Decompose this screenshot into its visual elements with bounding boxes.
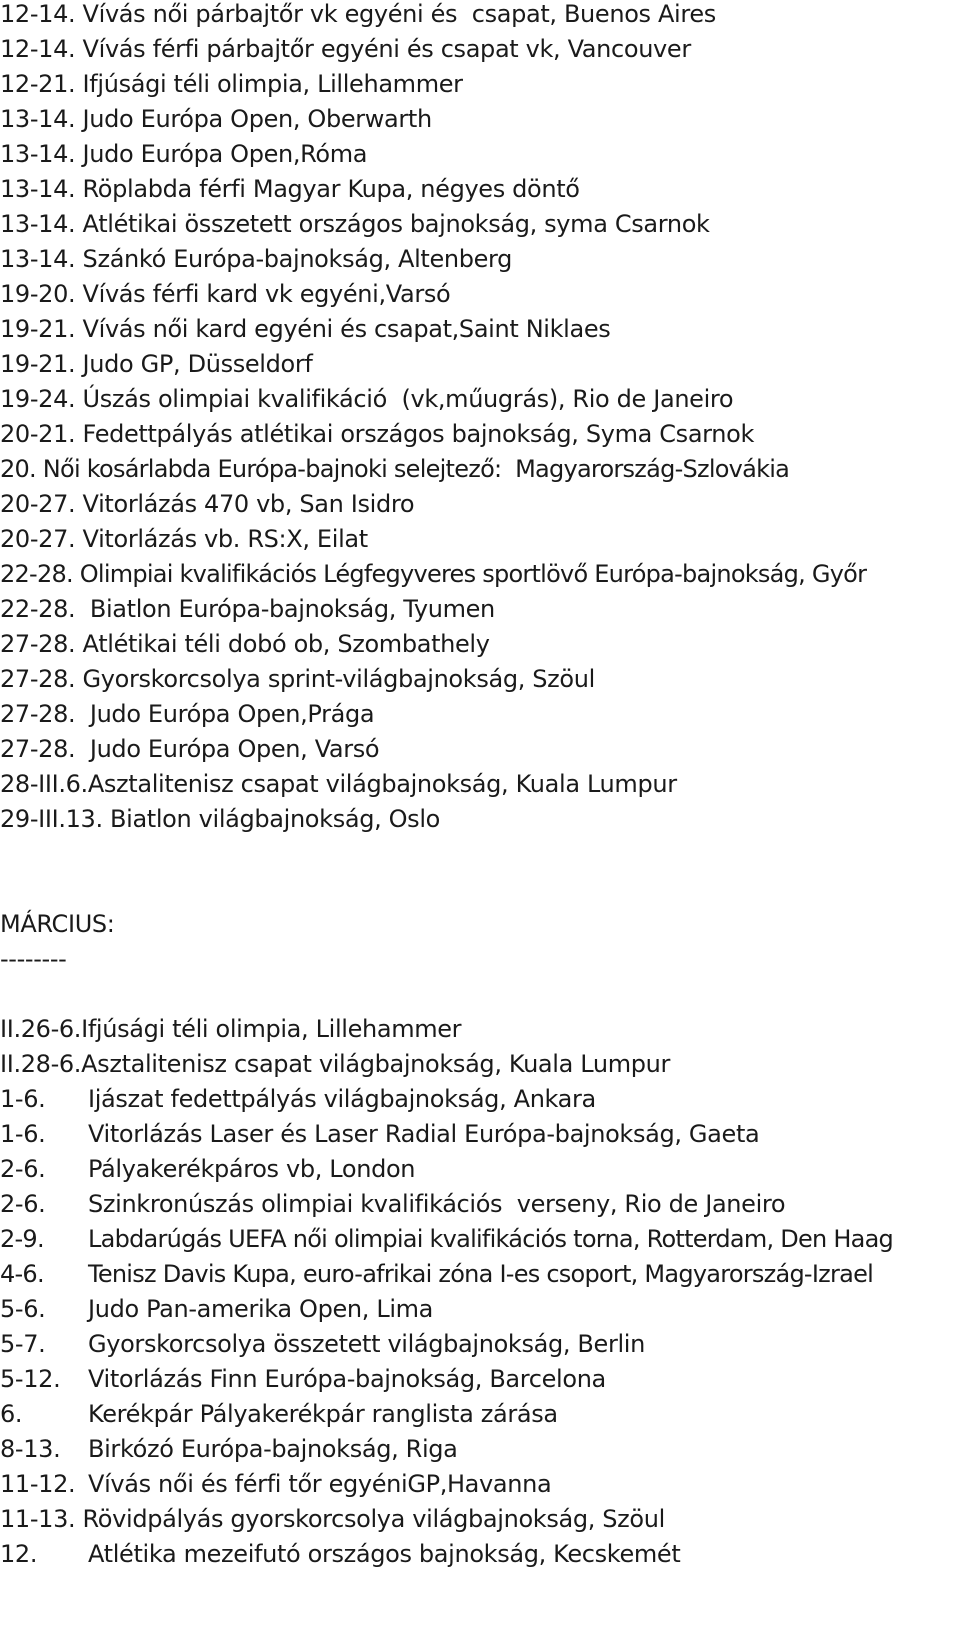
list-item xyxy=(0,661,595,698)
event-date: 27-28. xyxy=(0,630,76,658)
list-item xyxy=(0,1326,645,1363)
event-text: Biatlon Európa-bajnokság, Tyumen xyxy=(75,595,495,623)
event-text: Vitorlázás vb. RS:X, Eilat xyxy=(75,525,368,553)
list-item xyxy=(0,1501,665,1538)
list-item xyxy=(0,241,512,278)
list-item xyxy=(0,346,312,383)
event-text: Vitorlázás Finn Európa-bajnokság, Barcelona xyxy=(88,1365,606,1393)
section-separator: -------- xyxy=(0,945,67,973)
event-date: 22-28. xyxy=(0,595,76,623)
event-text: Vitorlázás Laser és Laser Radial Európa-bajnokság, Gaeta xyxy=(88,1120,760,1148)
event-date: 11-13. xyxy=(0,1505,76,1533)
list-item xyxy=(0,1116,759,1153)
event-text: Rövidpályás gyorskorcsolya világbajnokság, Szöul xyxy=(75,1505,665,1533)
event-date: 12. xyxy=(0,1540,38,1568)
list-item xyxy=(0,206,710,243)
event-date: 8-13. xyxy=(0,1435,61,1463)
event-text: Vívás női és férfi tőr egyéniGP,Havanna xyxy=(88,1470,552,1498)
event-date: 20. xyxy=(0,455,36,483)
event-text: Biatlon világbajnokság, Oslo xyxy=(102,805,440,833)
list-item xyxy=(0,1291,433,1328)
event-text: Olimpiai kvalifikációs Légfegyveres sportlövő Európa-bajnokság, Győr xyxy=(72,560,867,588)
list-item xyxy=(0,1011,461,1048)
list-item xyxy=(0,1221,893,1258)
list-item xyxy=(0,136,367,173)
event-text: Úszás olimpiai kvalifikáció (vk,műugrás), Rio de Janeiro xyxy=(75,385,734,413)
event-text: Pályakerékpáros vb, London xyxy=(88,1155,416,1183)
section-heading-march: MÁRCIUS: xyxy=(0,910,115,938)
event-date: 12-14. xyxy=(0,0,76,28)
event-date: 5-12. xyxy=(0,1365,61,1393)
event-date: 5-7. xyxy=(0,1330,46,1358)
event-text: Ijászat fedettpályás világbajnokság, Ankara xyxy=(88,1085,596,1113)
list-item xyxy=(0,1046,670,1083)
list-item xyxy=(0,66,463,103)
event-date: 13-14. xyxy=(0,175,76,203)
event-text: Atlétika mezeifutó országos bajnokság, Kecskemét xyxy=(88,1540,681,1568)
event-date: 13-14. xyxy=(0,105,76,133)
event-text: Asztalitenisz csapat világbajnokság, Kuala Lumpur xyxy=(87,770,677,798)
list-item xyxy=(0,731,379,768)
event-text: Judo Európa Open,Róma xyxy=(75,140,368,168)
event-date: 22-28. xyxy=(0,560,73,588)
event-text: Fedettpályás atlétikai országos bajnokság, Syma Csarnok xyxy=(75,420,755,448)
event-text: Ifjúsági téli olimpia, Lillehammer xyxy=(75,70,463,98)
event-date: 2-6. xyxy=(0,1190,46,1218)
event-date: 13-14. xyxy=(0,210,76,238)
list-item xyxy=(0,1431,458,1468)
event-date: 6. xyxy=(0,1400,23,1428)
list-item xyxy=(0,1466,551,1503)
event-date: 19-20. xyxy=(0,280,76,308)
list-item xyxy=(0,1186,785,1223)
event-text: Szinkronúszás olimpiai kvalifikációs verseny, Rio de Janeiro xyxy=(88,1190,786,1218)
event-date: 19-21. xyxy=(0,350,76,378)
list-item xyxy=(0,1361,606,1398)
event-text: Labdarúgás UEFA női olimpiai kvalifikációs torna, Rotterdam, Den Haag xyxy=(88,1225,894,1253)
list-item xyxy=(0,521,368,558)
event-date: 13-14. xyxy=(0,140,76,168)
event-text: Judo Európa Open, Varsó xyxy=(75,735,380,763)
event-text: Judo Pan-amerika Open, Lima xyxy=(88,1295,434,1323)
event-text: Vívás női párbajtőr vk egyéni és csapat, Buenos Aires xyxy=(75,0,716,28)
event-text: Atlétikai téli dobó ob, Szombathely xyxy=(75,630,490,658)
event-date: 27-28. xyxy=(0,735,76,763)
event-date: 19-21. xyxy=(0,315,76,343)
event-date: 12-14. xyxy=(0,35,76,63)
list-item xyxy=(0,416,754,453)
list-item xyxy=(0,311,610,348)
event-text: Gyorskorcsolya összetett világbajnokság, Berlin xyxy=(88,1330,645,1358)
event-text: Vitorlázás 470 vb, San Isidro xyxy=(75,490,415,518)
event-text: Birkózó Európa-bajnokság, Riga xyxy=(88,1435,458,1463)
list-item xyxy=(0,171,580,208)
list-item xyxy=(0,101,432,138)
list-item xyxy=(0,801,440,838)
list-item xyxy=(0,1256,873,1293)
event-date: 4-6. xyxy=(0,1260,44,1288)
event-date: 12-21. xyxy=(0,70,76,98)
event-text: Atlétikai összetett országos bajnokság, syma Csarnok xyxy=(75,210,710,238)
list-item xyxy=(0,0,716,33)
event-date: 13-14. xyxy=(0,245,76,273)
event-date: 5-6. xyxy=(0,1295,46,1323)
event-text: Szánkó Európa-bajnokság, Altenberg xyxy=(75,245,513,273)
list-item xyxy=(0,556,866,593)
list-item xyxy=(0,1396,558,1433)
list-item xyxy=(0,591,495,628)
event-text: Vívás férfi párbajtőr egyéni és csapat vk, Vancouver xyxy=(75,35,691,63)
event-text: Női kosárlabda Európa-bajnoki selejtező: Magyarország-Szlovákia xyxy=(35,455,790,483)
list-item xyxy=(0,696,374,733)
list-item xyxy=(0,766,677,803)
list-item xyxy=(0,1536,680,1573)
event-text: Judo Európa Open, Oberwarth xyxy=(75,105,432,133)
event-date: 11-12. xyxy=(0,1470,76,1498)
list-item xyxy=(0,276,450,313)
event-date: 2-9. xyxy=(0,1225,44,1253)
event-text: Vívás női kard egyéni és csapat,Saint Niklaes xyxy=(75,315,611,343)
event-date: 20-21. xyxy=(0,420,76,448)
event-date: 19-24. xyxy=(0,385,76,413)
event-date: 27-28. xyxy=(0,665,76,693)
list-item xyxy=(0,626,490,663)
event-date: II.28-6. xyxy=(0,1050,82,1078)
event-date: 29-III.13. xyxy=(0,805,103,833)
event-text: Tenisz Davis Kupa, euro-afrikai zóna I-es csoport, Magyarország-Izrael xyxy=(88,1260,874,1288)
event-text: Kerékpár Pályakerékpár ranglista zárása xyxy=(88,1400,558,1428)
list-item xyxy=(0,1081,596,1118)
event-text: Vívás férfi kard vk egyéni,Varsó xyxy=(75,280,451,308)
list-item xyxy=(0,451,789,488)
event-text: Gyorskorcsolya sprint-világbajnokság, Szöul xyxy=(75,665,595,693)
event-text: Asztalitenisz csapat világbajnokság, Kuala Lumpur xyxy=(81,1050,670,1078)
event-date: 28-III.6. xyxy=(0,770,88,798)
event-text: Ifjúsági téli olimpia, Lillehammer xyxy=(81,1015,462,1043)
event-date: 20-27. xyxy=(0,490,76,518)
event-date: 2-6. xyxy=(0,1155,46,1183)
list-item xyxy=(0,486,414,523)
list-item xyxy=(0,1151,415,1188)
event-text: Röplabda férfi Magyar Kupa, négyes döntő xyxy=(75,175,580,203)
event-text: Judo Európa Open,Prága xyxy=(75,700,375,728)
event-date: 27-28. xyxy=(0,700,76,728)
event-text: Judo GP, Düsseldorf xyxy=(75,350,313,378)
event-date: 1-6. xyxy=(0,1120,46,1148)
event-date: 20-27. xyxy=(0,525,76,553)
event-date: II.26-6. xyxy=(0,1015,82,1043)
list-item xyxy=(0,381,733,418)
event-date: 1-6. xyxy=(0,1085,46,1113)
list-item xyxy=(0,31,691,68)
